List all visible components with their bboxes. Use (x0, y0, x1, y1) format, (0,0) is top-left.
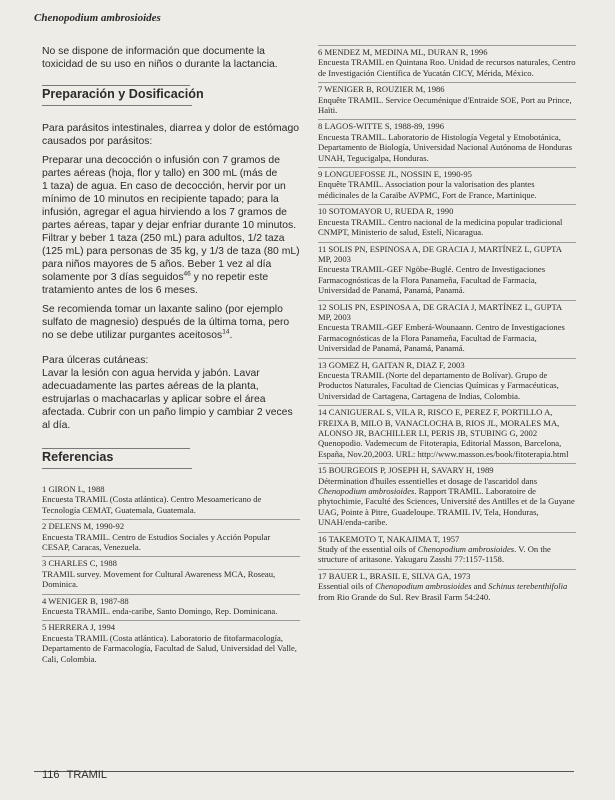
footnote-ref: 46 (183, 270, 191, 278)
reference-head: 14 CANIGUERAL S, VILA R, RISCO E, PEREZ F, PORTILLO A, FREIXA B, MILO B, VANACLOCHA B, RIOS JL, MORALES MA, ALONSO JR, BACHILLER LI, PERIS JB, STUBING G, 2002 (318, 405, 576, 438)
reference-head: 10 SOTOMAYOR U, RUEDA R, 1990 (318, 204, 576, 216)
reference-text: Détermination d'huiles essentielles et dosage de l'ascaridol dans (318, 475, 538, 486)
reference-head: 12 SOLIS PN, ESPINOSA A, DE GRACIA J, MARTÍNEZ L, GUPTA MP, 2003 (318, 300, 576, 323)
reference-item (318, 358, 576, 402)
section-divider (42, 85, 190, 86)
footer-label: TRAMIL (66, 769, 107, 781)
reference-head: 3 CHARLES C, 1988 (42, 556, 300, 568)
prep-text-c: y no repetir este tratamiento antes de los 6 meses. (42, 272, 269, 296)
prep-paragraph-3 (42, 303, 300, 342)
species-name: Chenopodium ambrosioides (417, 544, 515, 555)
reference-text: from Rio Grande do Sul. Rev Brasil Farm 54:240. (318, 591, 491, 602)
reference-item (318, 300, 576, 354)
reference-head: 6 MENDEZ M, MEDINA ML, DURAN R, 1996 (318, 45, 576, 57)
toxicity-paragraph: No se dispone de información que documente la toxicidad de su uso en niños o durante la lactancia. (42, 46, 278, 70)
reference-item (318, 242, 576, 296)
reference-text: Essential oils of (318, 581, 376, 592)
section-divider (42, 448, 190, 449)
reference-body: Encuesta TRAMIL (Norte del departamento de Bolívar). Grupo de Productos Naturales, Facultad de Ciencias Químicas y Farmacéuticas, Universidad de Cartagena, Cartagena de Indias, Colombia. (318, 369, 559, 401)
preparation-heading: Preparación y Dosificación (42, 87, 204, 101)
reference-item (42, 556, 300, 589)
reference-body: Encuesta TRAMIL. enda-caribe, Santo Domingo, Rep. Dominicana. (42, 606, 278, 617)
reference-head: 16 TAKEMOTO T, NAKAJIMA T, 1957 (318, 532, 576, 544)
ulcer-paragraph: Lavar la lesión con agua hervida y jabón. Lavar adecuadamente las partes aéreas de la planta, estrujarlas o machacarlas y aplicar sobre el área afectada. Cubrir con un paño limpio y cambiar 2 veces al día. (42, 368, 293, 431)
prep-paragraph-1: Para parásitos intestinales, diarrea y dolor de estómago causados por parásitos: (42, 123, 300, 147)
reference-body: Encuesta TRAMIL. Laboratorio de Histología Vegetal y Etnobotánica, Departamento de Biología, Universidad Nacional Autónoma de Honduras UNAH, Tegucigalpa, Honduras. (318, 131, 572, 163)
reference-body: Encuesta TRAMIL-GEF Emberá-Wounaann. Centro de Investigaciones Farmacognósticas de la Flora Panameña, Facultad de Farmacia, Universidad de Panamá, Panamá, Panamá. (318, 322, 565, 354)
right-column (318, 45, 576, 606)
reference-text: . V. On the structure of aritasone. Yakugaru Zasshi 77:1157-1158. (318, 544, 551, 565)
reference-head: 13 GOMEZ H, GAITAN R, DIAZ F, 2003 (318, 358, 576, 370)
reference-item (318, 82, 576, 115)
reference-head: 7 WENIGER B, ROUZIER M, 1986 (318, 82, 576, 94)
reference-body: Encuesta TRAMIL en Quintana Roo. Unidad de recursos naturales, Centro de Investigación Científica de Yucatán CICY, Mérida, México. (318, 57, 576, 78)
reference-body (318, 581, 576, 602)
laxative-text: Se recomienda tomar un laxante salino (por ejemplo sulfato de magnesio) después de la última toma, pero no se debe utilizar purgantes aceitosos (42, 304, 290, 341)
reference-head: 1 GIRON L, 1988 (42, 484, 105, 494)
reference-head: 17 BAUER L, BRASIL E, SILVA GA, 1973 (318, 569, 576, 581)
reference-head: 8 LAGOS-WITTE S, 1988-89, 1996 (318, 119, 576, 131)
reference-item (318, 532, 576, 565)
reference-head: 11 SOLIS PN, ESPINOSA A, DE GRACIA J, MARTÍNEZ L, GUPTA MP, 2003 (318, 242, 576, 265)
reference-head: 9 LONGUEFOSSE JL, NOSSIN E, 1990-95 (318, 167, 576, 179)
reference-text: . Rapport TRAMIL. Laboratoire de phytochimie, Faculté des Sciences, Université des Antilles et de la Guyane UAG, Pointe à Pitre, Guadeloupe. TRAMIL IV, Tela, Honduras, UNAH/enda-caribe. (318, 486, 575, 528)
reference-body (318, 476, 576, 528)
page-number: 116 (42, 769, 60, 781)
reference-text: and (471, 581, 489, 592)
reference-item (318, 463, 576, 527)
reference-body: Encuesta TRAMIL (Costa atlántica). Centro Mesoamericano de Tecnología CEMAT, Guatemala, Guatemala. (42, 494, 262, 515)
running-head: Chenopodium ambrosioides (34, 12, 161, 24)
reference-item (42, 483, 300, 515)
reference-head: 5 HERRERA J, 1994 (42, 620, 300, 632)
reference-body: Enquête TRAMIL. Service Oecuménique d'Entraide SOE, Port au Prince, Haïti. (318, 94, 572, 116)
reference-item (318, 119, 576, 163)
reference-item (42, 519, 300, 552)
reference-item (42, 620, 300, 664)
heading-underline (42, 468, 192, 469)
reference-body: Encuesta TRAMIL-GEF Ngöbe-Buglé. Centro de Investigaciones Farmacognósticas de la Flora Panameña, Facultad de Farmacia, Universidad de Panamá, Panamá, Panamá. (318, 264, 546, 296)
reference-body: Enquête TRAMIL. Association pour la valorisation des plantes médicinales de la Caraïbe AVPMC, Fort de France, Martinique. (318, 179, 537, 200)
species-name: Schinus terebenthifolia (488, 581, 568, 592)
reference-body: Encuesta TRAMIL. Centro de Estudios Sociales y Acción Popular CESAP, Caracas, Venezuela. (42, 531, 271, 553)
references-heading: Referencias (42, 450, 114, 464)
reference-item (318, 45, 576, 78)
reference-item (318, 569, 576, 602)
reference-item (318, 167, 576, 200)
footnote-ref: 14 (222, 328, 230, 336)
species-name: Chenopodium ambrosioides (318, 486, 415, 497)
prep-paragraph-2 (42, 154, 300, 297)
reference-body: Quenopodio. Vademecum de Fitoterapia, Editorial Masson, Barcelona, España, Nov.20,2003. URL: http://www.masson.es/book/fitoterapia.html (318, 438, 569, 459)
reference-body: TRAMIL survey. Movement for Cultural Awareness MCA, Roseau, Dominica. (42, 568, 276, 590)
reference-body (318, 544, 576, 565)
reference-item (42, 594, 300, 617)
references-list-left (42, 483, 300, 664)
prep-text-a: Preparar una decocción o infusión con 7 gramos de partes aéreas (hoja, flor y tallo) en 300 mL (más de (42, 155, 280, 179)
species-name: Chenopodium ambrosioides (375, 581, 472, 592)
reference-item (318, 405, 576, 459)
page-footer (42, 769, 107, 781)
reference-body: Encuesta TRAMIL. Centro nacional de la medicina popular tradicional CNMPT, Ministerio de salud, Estelí, Nicaragua. (318, 216, 563, 238)
ulcer-heading: Para úlceras cutáneas: (42, 355, 149, 366)
reference-head: 4 WENIGER B, 1987-88 (42, 594, 300, 606)
reference-body: Encuesta TRAMIL (Costa atlántica). Laboratorio de fitofarmacología, Departamento de Farmacología, Facultad de Salud, Universidad del Valle, Cali, Colombia. (42, 632, 297, 664)
reference-text: Study of the essential oils of (318, 544, 418, 555)
footer-rule (34, 771, 574, 772)
reference-head: 15 BOURGEOIS P, JOSEPH H, SAVARY H, 1989 (318, 463, 576, 475)
prep-text-b: 1 taza) de agua. En caso de decocción, hervir por un mínimo de 10 minutos en recipiente tapado; para la infusión, agregar el agua hirviendo a los 7 gramos de partes aéreas, tapar y dejar enfriar durante 10 minutos. Filtrar y beber 1 taza (250 mL) para adultos, 1/2 taza (125 mL) para personas de 35 kg, y 1/3 de taza (80 mL) para niños mayores de 5 años. Beber 1 vez al día solamente por 3 días seguidos (42, 181, 300, 283)
heading-underline (42, 105, 192, 106)
reference-item (318, 204, 576, 237)
laxative-end: . (229, 330, 233, 341)
left-column (42, 45, 300, 668)
reference-head: 2 DELENS M, 1990-92 (42, 519, 300, 531)
